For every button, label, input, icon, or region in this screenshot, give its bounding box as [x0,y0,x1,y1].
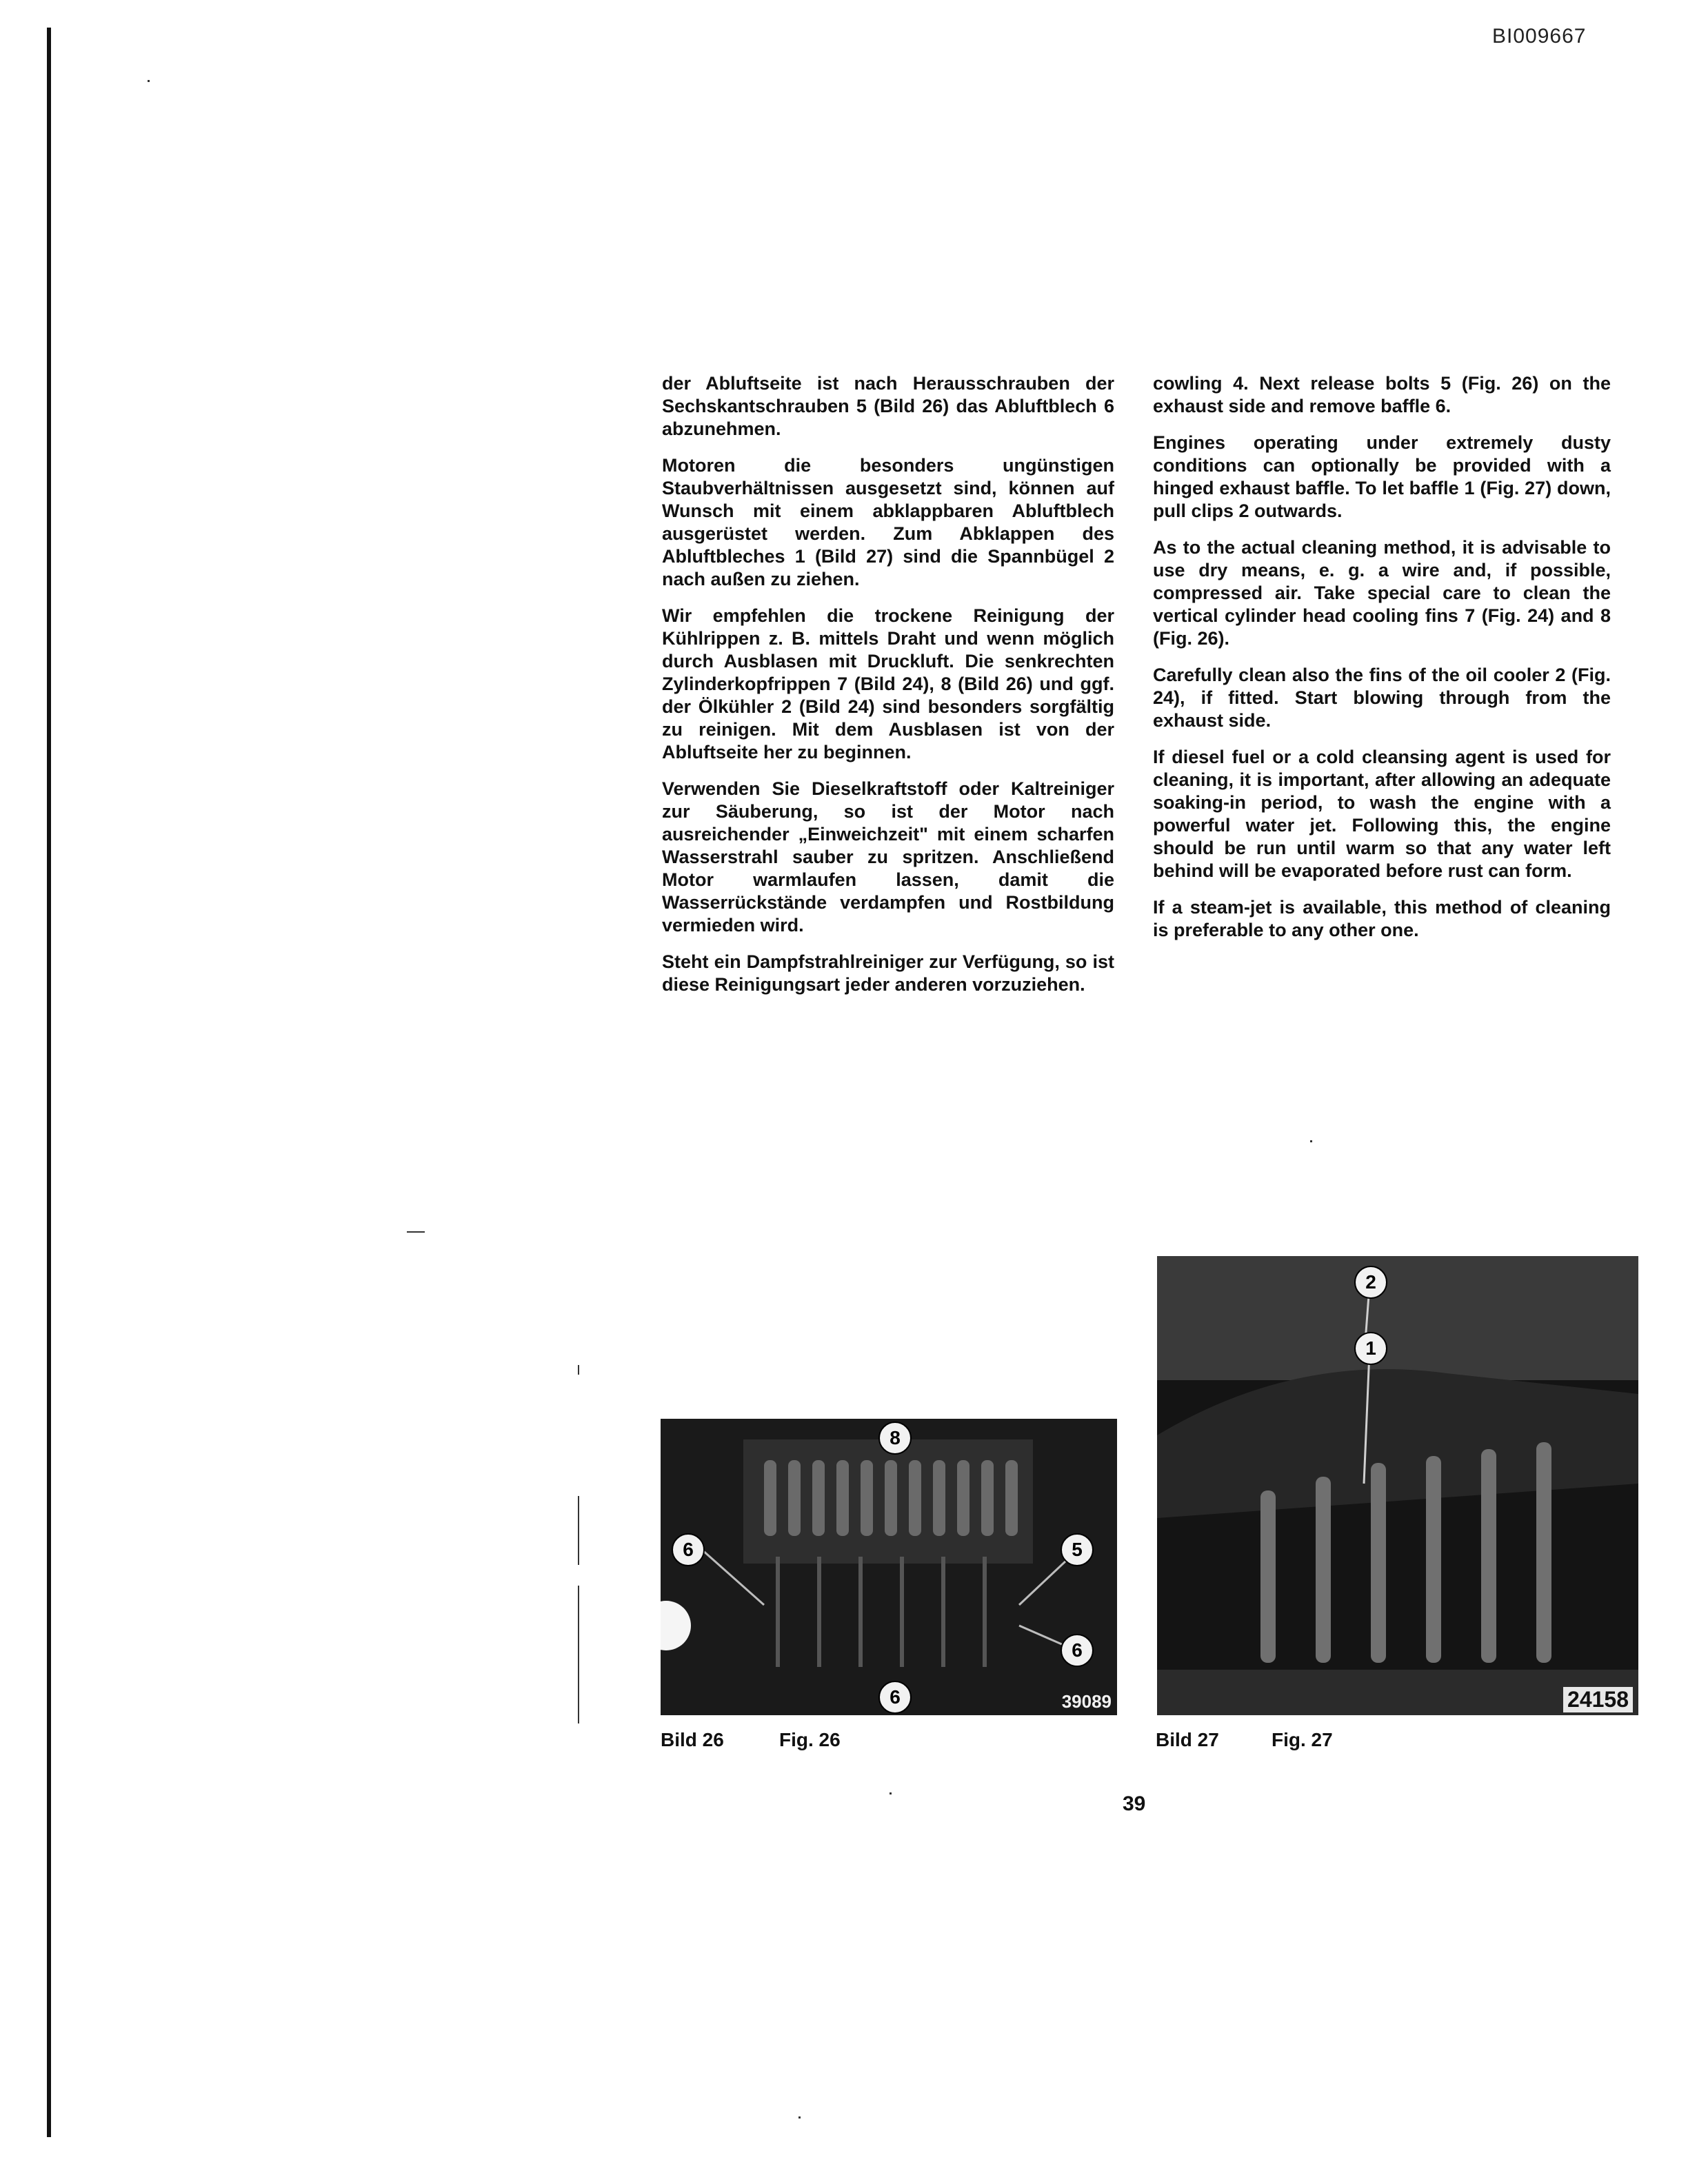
callout-6-left: 6 [672,1533,705,1566]
callout-2: 2 [1354,1266,1387,1299]
exhaust-baffle-illustration [1157,1256,1638,1715]
scan-speck [890,1792,892,1794]
scan-speck [1310,1140,1312,1142]
caption-fig-26: Fig. 26 [779,1729,841,1750]
german-paragraph: Wir empfehlen die trockene Reinigung der Kühlrippen z. B. mittels Draht und wenn möglich durch Ausblasen mit Druckluft. Die senkrechten Zylinderkopfrippen 7 (Bild 24), 8 (Bild 26) und ggf. der Ölkühler 2 (Bild 24) sind besonders sorgfältig zu reinigen. Mit dem Ausblasen ist von der Abluftseite her zu beginnen. [662,605,1114,762]
callout-1: 1 [1354,1332,1387,1365]
caption-fig-27: Fig. 27 [1272,1729,1333,1750]
engine-fins-illustration [661,1419,1117,1715]
english-paragraph: Carefully clean also the fins of the oil cooler 2 (Fig. 24), if fitted. Start blowing through from the exhaust side. [1153,665,1611,731]
document-id: BI009667 [1492,25,1587,48]
english-paragraph: If a steam-jet is available, this method of cleaning is preferable to any other one. [1153,897,1611,940]
figure-number: 39089 [1061,1691,1112,1712]
scan-speck [798,2116,801,2119]
binding-line [47,28,51,2137]
callout-6-bottom: 6 [878,1681,912,1714]
callout-5-right: 5 [1061,1533,1094,1566]
caption-bild-26: Bild 26 [661,1729,724,1750]
english-column [1153,372,1611,956]
german-paragraph: Motoren die besonders ungünstigen Staubverhältnissen ausgesetzt sind, können auf Wunsch mit einem abklappbaren Abluftblech ausgerüstet werden. Zum Abklappen des Abluftbleches 1 (Bild 27) sind die Spannbügel 2 nach außen zu ziehen. [662,455,1114,589]
callout-6-right: 6 [1061,1634,1094,1667]
german-paragraph: Steht ein Dampfstrahlreiniger zur Verfügung, so ist diese Reinigungsart jeder anderen vorzuziehen. [662,951,1114,995]
scan-speck [578,1586,579,1723]
scan-speck [407,1231,425,1233]
page-number: 39 [1123,1792,1146,1815]
english-paragraph: Engines operating under extremely dusty conditions can optionally be provided with a hinged exhaust baffle. To let baffle 1 (Fig. 27) down, pull clips 2 outwards. [1153,432,1611,521]
figure-26-photo [661,1419,1117,1715]
scan-speck [578,1365,579,1375]
callout-8: 8 [878,1422,912,1455]
caption-bild-27: Bild 27 [1156,1729,1219,1750]
german-paragraph: Verwenden Sie Dieselkraftstoff oder Kaltreiniger zur Säuberung, so ist der Motor nach ausreichender „Einweichzeit" mit einem scharfen Wasserstrahl sauber zu spritzen. Anschließend Motor warmlaufen lassen, damit die Wasserrückstände verdampfen und Rostbildung vermieden wird. [662,778,1114,936]
scan-speck [578,1496,579,1565]
german-column [662,372,1114,1010]
english-paragraph: As to the actual cleaning method, it is advisable to use dry means, e. g. a wire and, if possible, compressed air. Take special care to clean the vertical cylinder head cooling fins 7 (Fig. 24) and 8 (Fig. 26). [1153,537,1611,649]
german-paragraph: der Abluftseite ist nach Herausschrauben der Sechskantschrauben 5 (Bild 26) das Abluftblech 6 abzunehmen. [662,373,1114,439]
figure-27-photo [1157,1256,1638,1715]
figure-number: 24158 [1563,1687,1633,1712]
english-paragraph: If diesel fuel or a cold cleansing agent is used for cleaning, it is important, after allowing an adequate soaking-in period, to wash the engine with a powerful water jet. Following this, the engine should be run until warm so that any water left behind will be evaporated before rust can form. [1153,747,1611,881]
english-paragraph: cowling 4. Next release bolts 5 (Fig. 26) on the exhaust side and remove baffle 6. [1153,373,1611,416]
scan-speck [148,80,150,82]
